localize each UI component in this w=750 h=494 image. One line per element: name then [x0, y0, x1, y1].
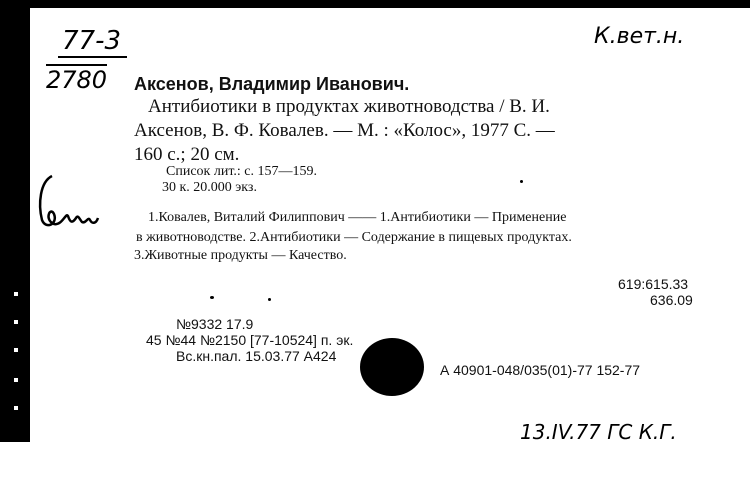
- registry-line: Вс.кн.пал. 15.03.77 А424: [176, 348, 337, 364]
- body-line: Антибиотики в продуктах животноводства / В. И.: [148, 96, 550, 117]
- handwritten-second-number: 2780: [46, 66, 108, 94]
- subject-line: 3.Животные продукты — Качество.: [134, 248, 347, 263]
- edge-speck: [14, 378, 18, 382]
- handwritten-top-number: 77-3: [58, 26, 127, 58]
- publisher-code: А 40901-048/035(01)-77 152-77: [440, 362, 641, 378]
- registry-line: 45 №44 №2150 [77-10524] п. эк.: [146, 332, 354, 348]
- udc-code: 619:615.33: [618, 276, 689, 292]
- left-black-margin: [0, 0, 30, 494]
- body-line: 160 с.; 20 см.: [134, 144, 240, 165]
- registry-line: №9332 17.9: [176, 316, 254, 332]
- edge-speck: [14, 320, 18, 324]
- speck: [520, 180, 523, 183]
- subject-line: 1.Ковалев, Виталий Филиппович —— 1.Антибиотики — Применение: [148, 210, 567, 225]
- ink-blot: [360, 338, 424, 396]
- bibliography-note: Список лит.: с. 157—159.: [166, 164, 317, 179]
- handwritten-signature: [36, 172, 116, 234]
- bottom-white-strip: [0, 442, 750, 494]
- handwritten-top-right: К.вет.н.: [594, 24, 685, 49]
- price-print-run: 30 к. 20.000 экз.: [162, 180, 257, 195]
- speck: [370, 382, 376, 386]
- speck: [268, 298, 271, 301]
- author-heading: Аксенов, Владимир Иванович.: [134, 74, 410, 94]
- edge-speck: [14, 292, 18, 296]
- edge-speck: [14, 348, 18, 352]
- speck: [210, 296, 214, 299]
- edge-speck: [14, 406, 18, 410]
- body-line: Аксенов, В. Ф. Ковалев. — М. : «Колос», 1977 С. —: [134, 120, 555, 141]
- subject-line: в животноводстве. 2.Антибиотики — Содержание в пищевых продуктах.: [136, 230, 572, 245]
- bbk-code: 636.09: [650, 292, 693, 308]
- handwritten-bottom-right: 13.IV.77 ГС К.Г.: [520, 420, 677, 444]
